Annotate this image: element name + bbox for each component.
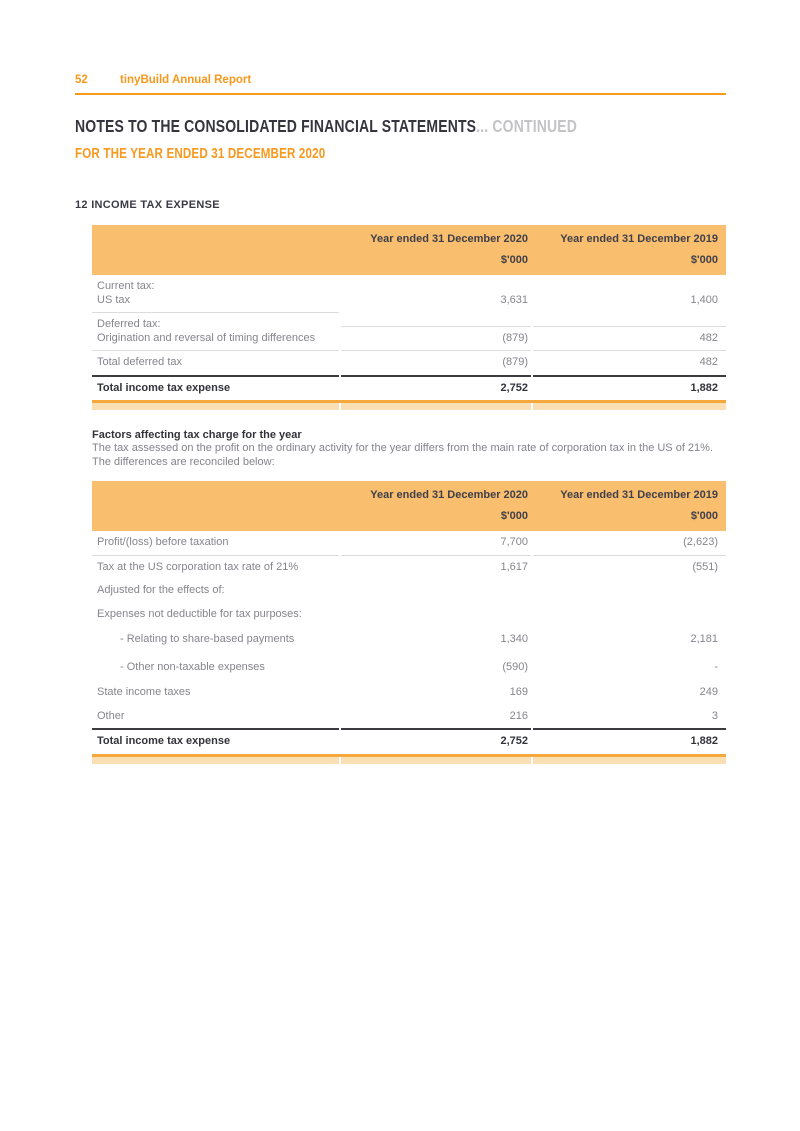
row-value: 2,181 bbox=[690, 633, 718, 645]
factors-body-line: The differences are reconciled below: bbox=[92, 455, 275, 468]
row-value: 169 bbox=[509, 686, 528, 698]
unit-header: $'000 bbox=[690, 254, 718, 266]
table-row bbox=[92, 705, 726, 729]
row-label: Profit/(loss) before taxation bbox=[97, 536, 229, 548]
publication-title: tinyBuild Annual Report bbox=[120, 74, 252, 86]
row-value: 2,752 bbox=[341, 728, 531, 754]
document-subtitle: FOR THE YEAR ENDED 31 DECEMBER 2020 bbox=[75, 146, 326, 162]
row-label: - Other non-taxable expenses bbox=[120, 660, 265, 673]
header-spacer-cell bbox=[92, 489, 339, 501]
footer-band-cell bbox=[533, 757, 726, 764]
header-spacer-cell bbox=[92, 233, 339, 245]
row-label: Total deferred tax bbox=[92, 350, 339, 375]
row-value: 7,700 bbox=[500, 536, 528, 548]
row-label: Total income tax expense bbox=[92, 728, 339, 754]
table-row bbox=[92, 579, 726, 603]
table-footer-band bbox=[92, 400, 726, 410]
row-value: - bbox=[714, 660, 718, 673]
row-value: (879) bbox=[341, 326, 531, 351]
row-value: 1,882 bbox=[533, 728, 726, 754]
table-row bbox=[92, 626, 726, 654]
header-year-row bbox=[92, 233, 726, 245]
row-label: Adjusted for the effects of: bbox=[97, 584, 225, 596]
table-row bbox=[92, 681, 726, 705]
row-value: 1,340 bbox=[500, 633, 528, 645]
footer-band-cell bbox=[341, 403, 531, 410]
row-value: (2,623) bbox=[683, 536, 718, 548]
column-header: Year ended 31 December 2020 bbox=[370, 489, 528, 501]
row-value bbox=[533, 616, 726, 626]
column-header: Year ended 31 December 2019 bbox=[560, 233, 718, 245]
footer-band-cell bbox=[341, 757, 531, 764]
row-value bbox=[341, 616, 531, 626]
running-head bbox=[75, 74, 726, 86]
row-value: 1,617 bbox=[341, 555, 531, 580]
footer-band-cell bbox=[533, 403, 726, 410]
tax-reconciliation-table bbox=[92, 481, 726, 764]
column-header: Year ended 31 December 2020 bbox=[370, 233, 528, 245]
row-value: 1,882 bbox=[533, 375, 726, 401]
header-rule bbox=[75, 93, 726, 95]
row-label: Deferred tax: Origination and reversal of timing differences bbox=[92, 312, 339, 350]
footer-band-cell bbox=[92, 757, 339, 764]
header-spacer-cell bbox=[92, 510, 339, 522]
table-row bbox=[92, 375, 726, 401]
row-value: 3,631 bbox=[500, 293, 528, 306]
factors-body-line: The tax assessed on the profit on the ordinary activity for the year differs from the main rate of corporation tax in the US of 21%. bbox=[92, 442, 714, 454]
table-header bbox=[92, 225, 726, 275]
table-row bbox=[92, 350, 726, 375]
header-unit-row bbox=[92, 254, 726, 266]
row-label: Tax at the US corporation tax rate of 21% bbox=[92, 555, 339, 580]
header-unit-row bbox=[92, 510, 726, 522]
row-value: (590) bbox=[502, 660, 528, 673]
column-header: Year ended 31 December 2019 bbox=[560, 489, 718, 501]
footer-band-cell bbox=[92, 403, 339, 410]
row-label: Current tax: US tax bbox=[97, 280, 155, 306]
income-tax-expense-table bbox=[92, 225, 726, 410]
row-value: 216 bbox=[509, 709, 528, 722]
table-row bbox=[92, 531, 726, 555]
header-year-row bbox=[92, 489, 726, 501]
document-title-main: NOTES TO THE CONSOLIDATED FINANCIAL STATEMENTS bbox=[75, 116, 477, 136]
row-label: - Relating to share-based payments bbox=[120, 633, 295, 645]
factors-heading: Factors affecting tax charge for the year bbox=[92, 429, 302, 441]
section-heading: 12 INCOME TAX EXPENSE bbox=[75, 199, 220, 211]
table-row bbox=[92, 275, 726, 312]
row-label: Expenses not deductible for tax purposes: bbox=[97, 607, 302, 620]
row-value: 2,752 bbox=[341, 375, 531, 401]
row-value: 482 bbox=[533, 350, 726, 375]
document-title-continued: ... CONTINUED bbox=[476, 116, 578, 136]
row-value: 1,400 bbox=[690, 293, 718, 306]
row-value: 482 bbox=[533, 326, 726, 351]
header-spacer-cell bbox=[92, 254, 339, 266]
document-title bbox=[75, 116, 726, 137]
table-row bbox=[92, 654, 726, 682]
row-value: (879) bbox=[341, 350, 531, 375]
table-row bbox=[92, 603, 726, 627]
page-number: 52 bbox=[75, 74, 88, 86]
row-label: State income taxes bbox=[97, 686, 191, 698]
unit-header: $'000 bbox=[500, 510, 528, 522]
row-value: 3 bbox=[711, 709, 718, 722]
table-row bbox=[92, 728, 726, 754]
table-footer-band bbox=[92, 754, 726, 764]
row-value bbox=[533, 593, 726, 603]
table-row bbox=[92, 312, 726, 350]
unit-header: $'000 bbox=[690, 510, 718, 522]
row-value: 249 bbox=[699, 686, 718, 698]
unit-header: $'000 bbox=[500, 254, 528, 266]
row-label: Total income tax expense bbox=[92, 375, 339, 401]
factors-block bbox=[92, 429, 726, 468]
table-row bbox=[92, 555, 726, 580]
row-value: (551) bbox=[533, 555, 726, 580]
row-value bbox=[341, 593, 531, 603]
row-label: Other bbox=[97, 709, 125, 722]
table-header bbox=[92, 481, 726, 531]
